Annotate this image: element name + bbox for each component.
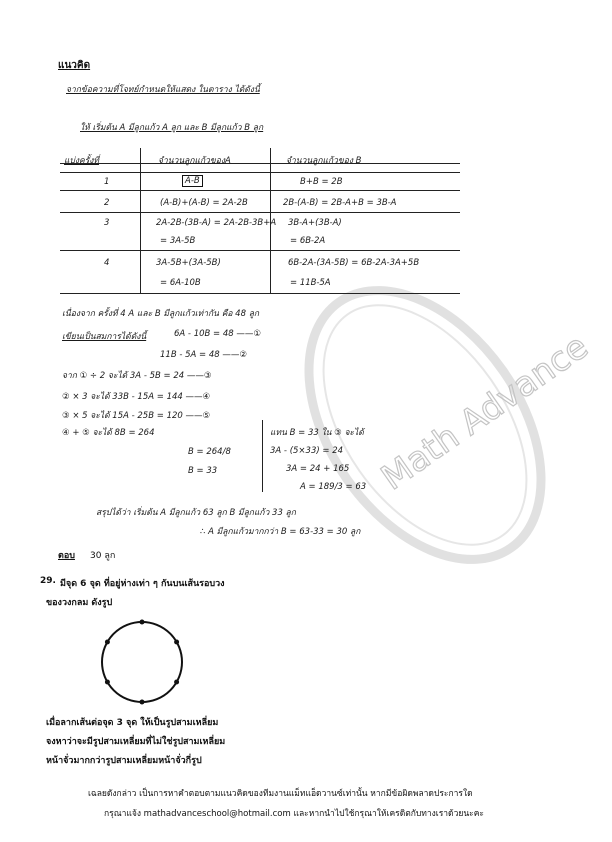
table-row-b-result: = 11B-5A [290, 278, 331, 288]
table-row-a-result: = 6A-10B [160, 278, 201, 288]
table-row-b-result: = 6B-2A [290, 236, 326, 246]
table-row-b: B+B = 2B [300, 177, 343, 187]
equation-2: 11B - 5A = 48 ——② [160, 350, 248, 360]
table-header-b: จำนวนลูกแก้วของ B [286, 156, 362, 166]
since-line: เนื่องจาก ครั้งที่ 4 A และ B มีลูกแก้วเท่ากัน คือ 48 ลูก [62, 309, 260, 319]
question-line-4: จงหาว่าจะมีรูปสามเหลี่ยมที่ไม่ใช่รูปสามเหลี่ยม [46, 737, 226, 747]
table-header-a: จำนวนลูกแก้วของA [158, 156, 231, 166]
substitute-step-3: A = 189/3 = 63 [300, 482, 367, 492]
question-line-1: มีจุด 6 จุด ที่อยู่ห่างเท่า ๆ กันบนเส้นรอบวง [60, 579, 225, 589]
table-row-a: 3A-5B+(3A-5B) [156, 258, 221, 268]
step-5: ③ × 5 จะได้ 15A - 25B = 120 ——⑤ [62, 411, 211, 421]
b-value-2: B = 33 [188, 466, 218, 476]
conclusion-1: สรุปได้ว่า เริ่มต้น A มีลูกแก้ว 63 ลูก B มีลูกแก้ว 33 ลูก [96, 508, 296, 518]
substitute-step-1: 3A - (5×33) = 24 [270, 446, 344, 456]
table-row-round: 3 [104, 218, 110, 228]
equation-1: 6A - 10B = 48 ——① [174, 329, 262, 339]
equation-intro: เขียนเป็นสมการได้ดังนี้ [62, 332, 147, 342]
step-4: ② × 3 จะได้ 33B - 15A = 144 ——④ [62, 392, 211, 402]
table-row-round: 4 [104, 258, 110, 268]
table-row-a: 2A-2B-(3B-A) = 2A-2B-3B+A [156, 218, 277, 228]
let-line: ให้ เริ่มต้น A มีลูกแก้ว A ลูก และ B มีลูกแก้ว B ลูก [80, 123, 264, 133]
circle-six-points-figure [96, 616, 188, 708]
substitute-line: แทน B = 33 ใน ③ จะได้ [270, 428, 364, 438]
solution-heading: แนวคิด [58, 60, 91, 71]
watermark-text: Math Advance [374, 326, 596, 499]
table-row-a-result: = 3A-5B [160, 236, 196, 246]
intro-line: จากข้อความที่โจทย์กำหนดให้แสดง ในตาราง ได้ดังนี้ [66, 85, 260, 95]
step-6: ④ + ⑤ จะได้ 8B = 264 [62, 428, 155, 438]
question-number: 29. [40, 576, 56, 586]
table-row-round: 1 [104, 177, 110, 187]
conclusion-2: ∴ A มีลูกแก้วมากกว่า B = 63-33 = 30 ลูก [200, 527, 361, 537]
table-row-b: 2B-(A-B) = 2B-A+B = 3B-A [283, 198, 397, 208]
step-3: จาก ① ÷ 2 จะได้ 3A - 5B = 24 ——③ [62, 371, 212, 381]
substitute-step-2: 3A = 24 + 165 [286, 464, 350, 474]
question-line-2: ของวงกลม ดังรูป [46, 598, 113, 608]
table-header-round: แบ่งครั้งที่ [64, 156, 100, 166]
b-value-1: B = 264/8 [188, 447, 231, 457]
table-row-b: 6B-2A-(3A-5B) = 6B-2A-3A+5B [288, 258, 420, 268]
table-row-a: A-B [182, 175, 203, 187]
footer-line-2: กรุณาแจ้ง mathadvanceschool@hotmail.com และหากนำไปใช้กรุณาให้เครดิตกับทางเราด้วยนะคะ [104, 809, 484, 819]
question-line-5: หน้าจั่วมากกว่ารูปสามเหลี่ยมหน้าจั่วกี่รูป [46, 756, 202, 766]
question-line-3: เมื่อลากเส้นต่อจุด 3 จุด ให้เป็นรูปสามเหลี่ยม [46, 718, 219, 728]
answer-label: ตอบ [58, 551, 75, 561]
table-row-round: 2 [104, 198, 110, 208]
table-row-a: (A-B)+(A-B) = 2A-2B [160, 198, 248, 208]
footer-line-1: เฉลยดังกล่าว เป็นการหาคำตอบตามแนวคิดของทีมงานแม็ทแอ็ดวานซ์เท่านั้น หากมีข้อผิดพลาดประการใด [88, 789, 473, 799]
table-row-b: 3B-A+(3B-A) [288, 218, 342, 228]
answer-value: 30 ลูก [90, 551, 116, 561]
